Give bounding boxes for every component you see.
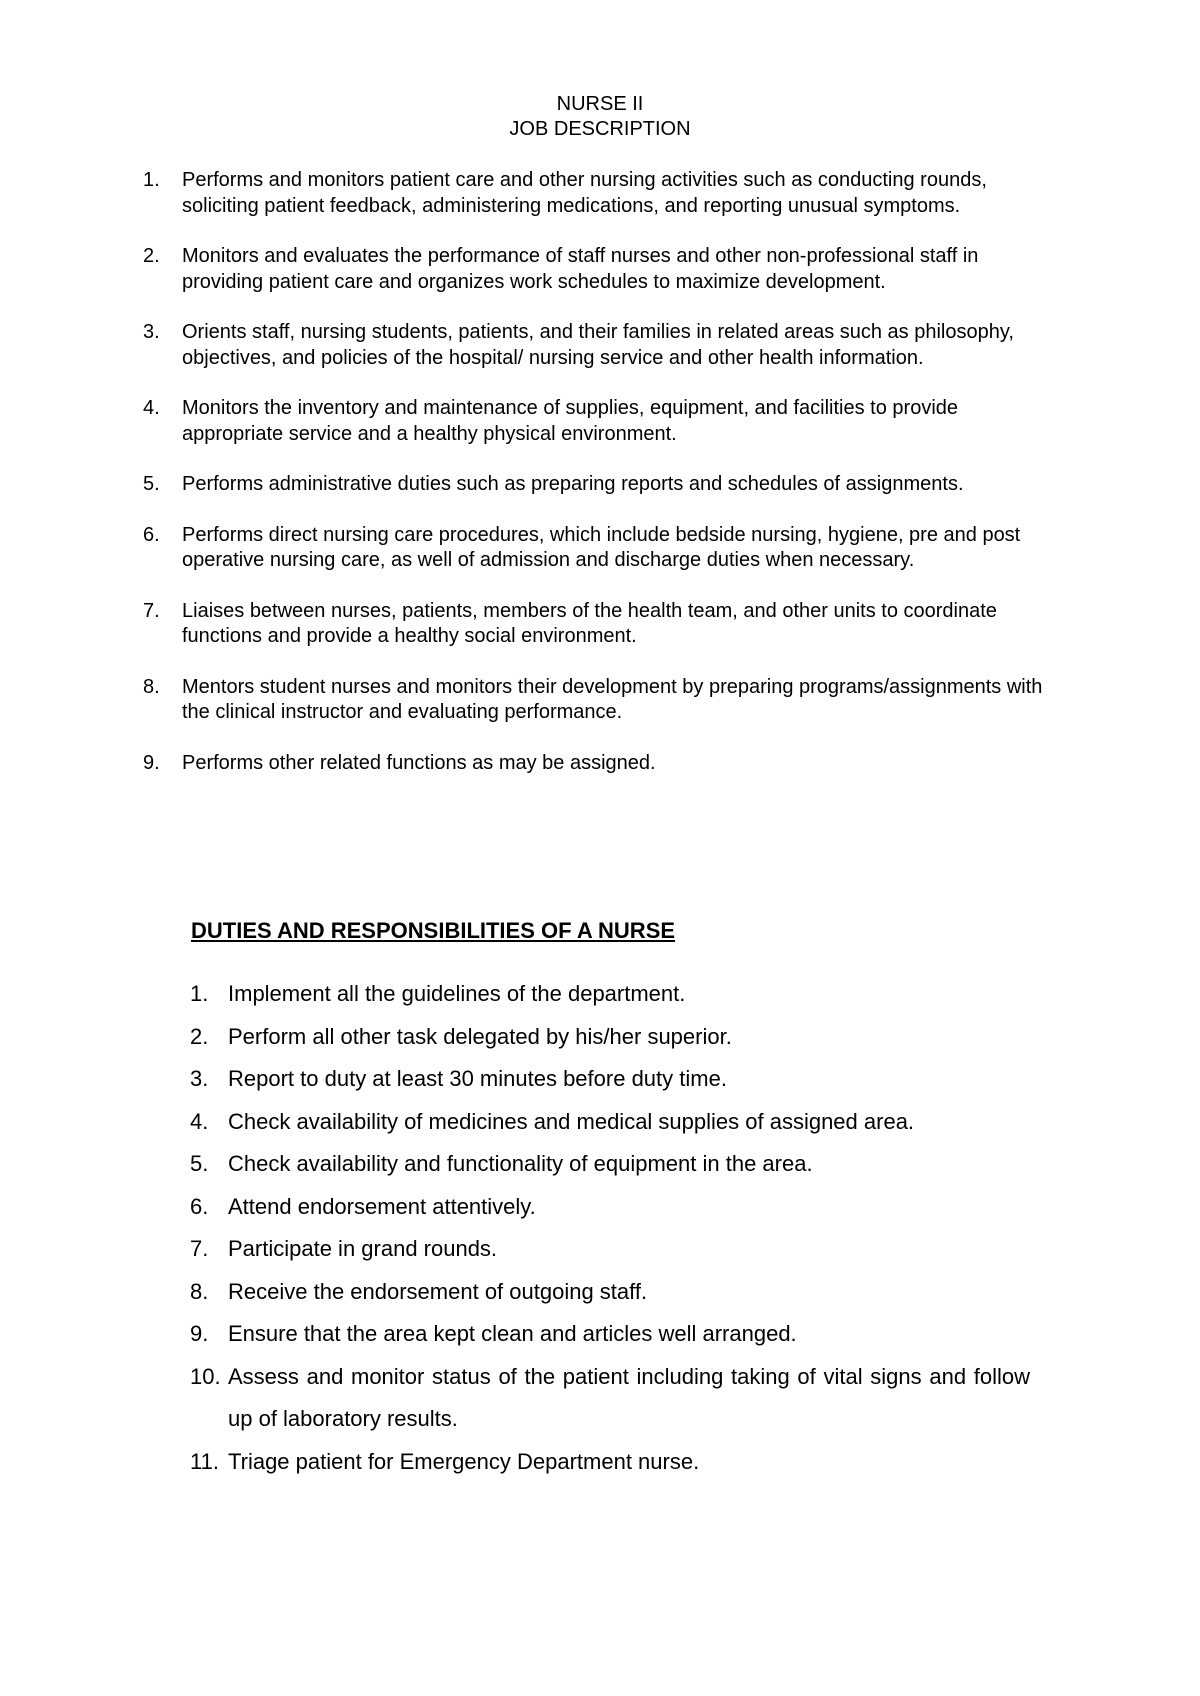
list-item bbox=[143, 320, 1063, 371]
page-title: NURSE II bbox=[556, 93, 644, 115]
item-number: 6. bbox=[190, 1193, 209, 1219]
item-text: Triage patient for Emergency Department nurse. bbox=[228, 1448, 700, 1474]
list-item bbox=[190, 1441, 1030, 1484]
item-text: Liaises between nurses, patients, members of the health team, and other units to coordinate functions and provide a healthy social environment. bbox=[182, 599, 997, 647]
list-item bbox=[143, 168, 1063, 219]
list-item bbox=[143, 472, 1063, 498]
item-number: 7. bbox=[143, 599, 160, 622]
duties-list bbox=[190, 973, 1030, 1483]
item-number: 8. bbox=[190, 1278, 209, 1304]
item-number: 5. bbox=[190, 1151, 209, 1176]
list-item bbox=[143, 599, 1063, 650]
item-number: 4. bbox=[143, 397, 160, 419]
list-item bbox=[190, 1101, 1030, 1144]
item-number: 10. bbox=[190, 1363, 221, 1389]
list-item bbox=[190, 973, 1030, 1016]
item-text: Mentors student nurses and monitors their development by preparing programs/assignments with the clinical instructor and evaluating performance. bbox=[182, 675, 1043, 723]
item-text: Check availability of medicines and medical supplies of assigned area. bbox=[228, 1108, 915, 1134]
item-number: 9. bbox=[190, 1321, 209, 1346]
item-number: 1. bbox=[143, 169, 160, 191]
item-text: Check availability and functionality of equipment in the area. bbox=[228, 1151, 813, 1176]
item-number: 7. bbox=[190, 1236, 209, 1261]
item-text: Receive the endorsement of outgoing staff. bbox=[228, 1278, 648, 1304]
item-number: 1. bbox=[190, 981, 209, 1006]
list-item bbox=[190, 1271, 1030, 1314]
list-item bbox=[190, 1143, 1030, 1186]
item-text: Perform all other task delegated by his/her superior. bbox=[228, 1023, 732, 1049]
list-item bbox=[190, 1356, 1030, 1441]
item-number: 2. bbox=[190, 1023, 209, 1049]
list-item bbox=[143, 675, 1063, 726]
item-number: 11. bbox=[190, 1448, 219, 1474]
item-number: 8. bbox=[143, 675, 160, 698]
list-item bbox=[190, 1313, 1030, 1356]
item-number: 9. bbox=[143, 751, 160, 774]
item-text: Ensure that the area kept clean and articles well arranged. bbox=[228, 1321, 797, 1346]
list-item bbox=[143, 523, 1063, 574]
list-item bbox=[190, 1186, 1030, 1229]
item-text: Report to duty at least 30 minutes before duty time. bbox=[228, 1066, 727, 1091]
item-number: 3. bbox=[143, 321, 160, 343]
job-description-list bbox=[143, 168, 1063, 801]
list-item bbox=[143, 396, 1063, 447]
item-number: 5. bbox=[143, 473, 160, 495]
item-text: Monitors the inventory and maintenance of supplies, equipment, and facilities to provide appropriate service and a healthy physical environment. bbox=[182, 397, 959, 445]
page-subtitle: JOB DESCRIPTION bbox=[509, 118, 691, 140]
item-text: Performs other related functions as may be assigned. bbox=[182, 751, 656, 774]
item-text: Orients staff, nursing students, patients, and their families in related areas such as philosophy, objectives, and policies of the hospital/ nursing service and other health information. bbox=[182, 321, 1014, 369]
item-number: 2. bbox=[143, 245, 160, 267]
item-text: Implement all the guidelines of the department. bbox=[228, 981, 686, 1006]
item-text: Attend endorsement attentively. bbox=[228, 1193, 536, 1219]
item-text: Monitors and evaluates the performance of staff nurses and other non-professional staff in providing patient care and organizes work schedules to maximize development. bbox=[182, 245, 979, 293]
item-number: 4. bbox=[190, 1108, 209, 1134]
item-number: 6. bbox=[143, 523, 160, 546]
item-text: Performs and monitors patient care and other nursing activities such as conducting rounds, soliciting patient feedback, administering medications, and reporting unusual symptoms. bbox=[182, 169, 987, 217]
list-item bbox=[190, 1016, 1030, 1059]
list-item bbox=[190, 1228, 1030, 1271]
item-text: Participate in grand rounds. bbox=[228, 1236, 498, 1261]
item-text: Performs direct nursing care procedures, which include bedside nursing, hygiene, pre and post operative nursing care, as well of admission and discharge duties when necessary. bbox=[182, 523, 1021, 571]
list-item bbox=[143, 244, 1063, 295]
item-text: Performs administrative duties such as preparing reports and schedules of assignments. bbox=[182, 473, 964, 495]
item-text: Assess and monitor status of the patient including taking of vital signs and follow up of laboratory results. bbox=[228, 1363, 1030, 1431]
item-number: 3. bbox=[190, 1066, 209, 1091]
list-item bbox=[143, 751, 1063, 777]
section-heading: DUTIES AND RESPONSIBILITIES OF A NURSE bbox=[191, 918, 676, 943]
list-item bbox=[190, 1058, 1030, 1101]
